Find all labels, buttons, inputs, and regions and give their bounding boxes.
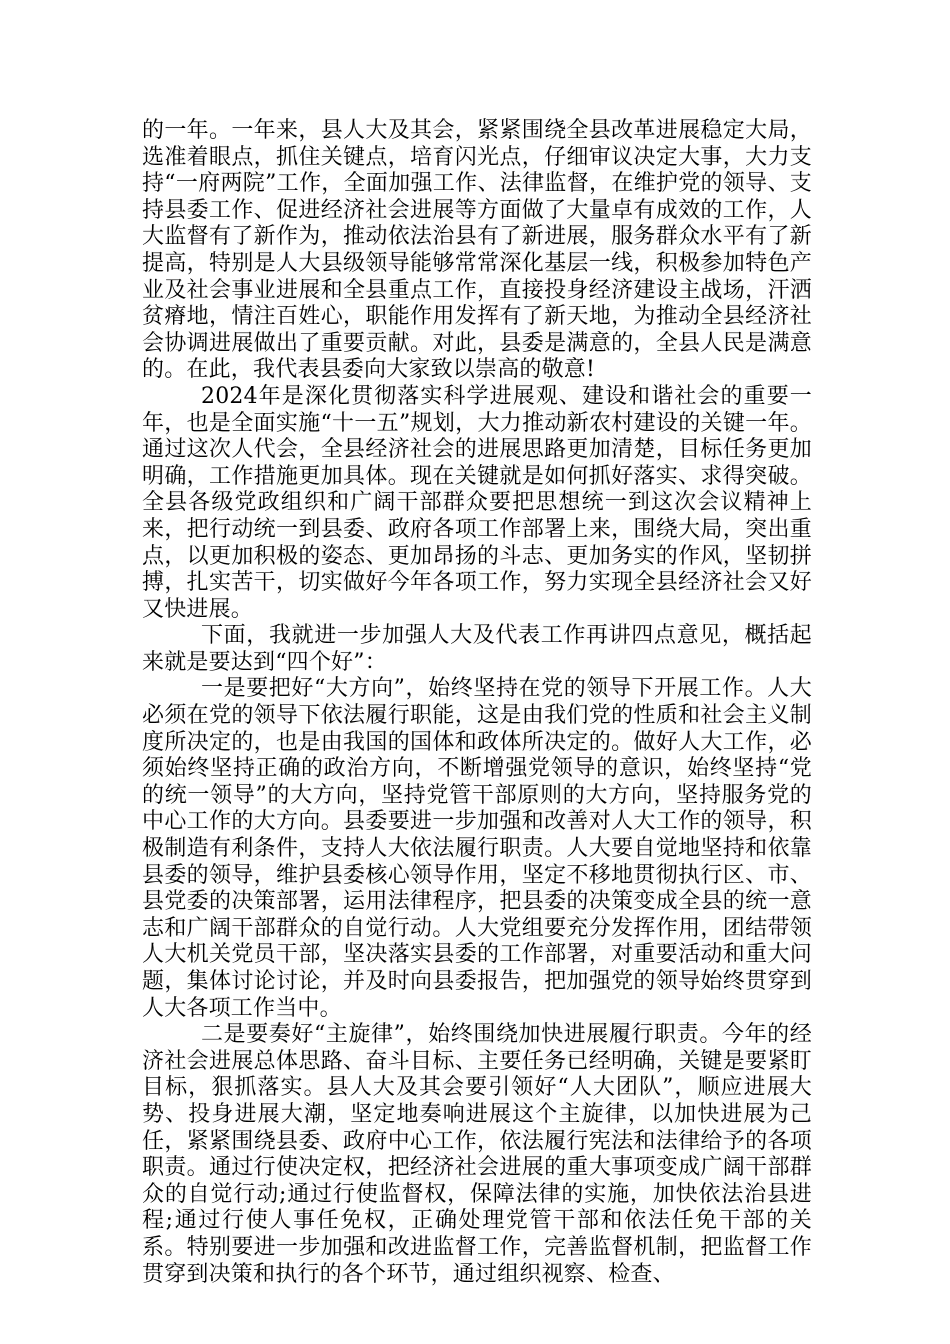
paragraph-2: 2024年是深化贯彻落实科学进展观、建设和谐社会的重要一年，也是全面实施“十一五”规划，大力推动新农村建设的关键一年。通过这次人代会，全县经济社会的进展思路更加清楚，目标任务更加明确，工作措施更加具体。现在关键就是如何抓好落实、求得突破。全县各级党政组织和广阔干部群众要把思想统一到这次会议精神上来，把行动统一到县委、政府各项工作部署上来，围绕大局，突出重点，以更加积极的姿态、更加昂扬的斗志、更加务实的作风，坚韧拼搏，扎实苦干，切实做好今年各项工作，努力实现全县经济社会又好又快进展。 <box>142 383 812 622</box>
paragraph-3: 下面，我就进一步加强人大及代表工作再讲四点意见，概括起来就是要达到“四个好”： <box>142 623 812 675</box>
paragraph-1: 的一年。一年来，县人大及其会，紧紧围绕全县改革进展稳定大局，选准着眼点，抓住关键点，培育闪光点，仔细审议决定大事，大力支持“一府两院”工作，全面加强工作、法律监督，在维护党的领导、支持县委工作、促进经济社会进展等方面做了大量卓有成效的工作，人大监督有了新作为，推动依法治县有了新进展，服务群众水平有了新提高，特别是人大县级领导能够常常深化基层一线，积极参加特色产业及社会事业进展和全县重点工作，直接投身经济建设主战场，汗洒贫瘠地，情注百姓心，职能作用发挥有了新天地，为推动全县经济社会协调进展做出了重要贡献。对此，县委是满意的，全县人民是满意的。在此，我代表县委向大家致以崇高的敬意! <box>142 118 812 383</box>
paragraph-5: 二是要奏好“主旋律”，始终围绕加快进展履行职责。今年的经济社会进展总体思路、奋斗目标、主要任务已经明确，关键是要紧盯目标，狠抓落实。县人大及其会要引领好“人大团队”，顺应进展大势、投身进展大潮，坚定地奏响进展这个主旋律，以加快进展为己任，紧紧围绕县委、政府中心工作，依法履行宪法和法律给予的各项职责。通过行使决定权，把经济社会进展的重大事项变成广阔干部群众的自觉行动;通过行使监督权，保障法律的实施，加快依法治县进程;通过行使人事任免权，正确处理党管干部和依法任免干部的关系。特别要进一步加强和改进监督工作，完善监督机制，把监督工作贯穿到决策和执行的各个环节，通过组织视察、检查、 <box>142 1022 812 1287</box>
paragraph-4: 一是要把好“大方向”，始终坚持在党的领导下开展工作。人大必须在党的领导下依法履行职能，这是由我们党的性质和社会主义制度所决定的，也是由我国的国体和政体所决定的。做好人大工作，必须始终坚持正确的政治方向，不断增强党领导的意识，始终坚持“党的统一领导”的大方向，坚持党管干部原则的大方向，坚持服务党的中心工作的大方向。县委要进一步加强和改善对人大工作的领导，积极制造有利条件，支持人大依法履行职责。人大要自觉地坚持和依靠县委的领导，维护县委核心领导作用，坚定不移地贯彻执行区、市、县党委的决策部署，运用法律程序，把县委的决策变成全县的统一意志和广阔干部群众的自觉行动。人大党组要充分发挥作用，团结带领人大机关党员干部，坚决落实县委的工作部署，对重要活动和重大问题，集体讨论讨论，并及时向县委报告，把加强党的领导始终贯穿到人大各项工作当中。 <box>142 676 812 1021</box>
document-page <box>142 118 812 1288</box>
